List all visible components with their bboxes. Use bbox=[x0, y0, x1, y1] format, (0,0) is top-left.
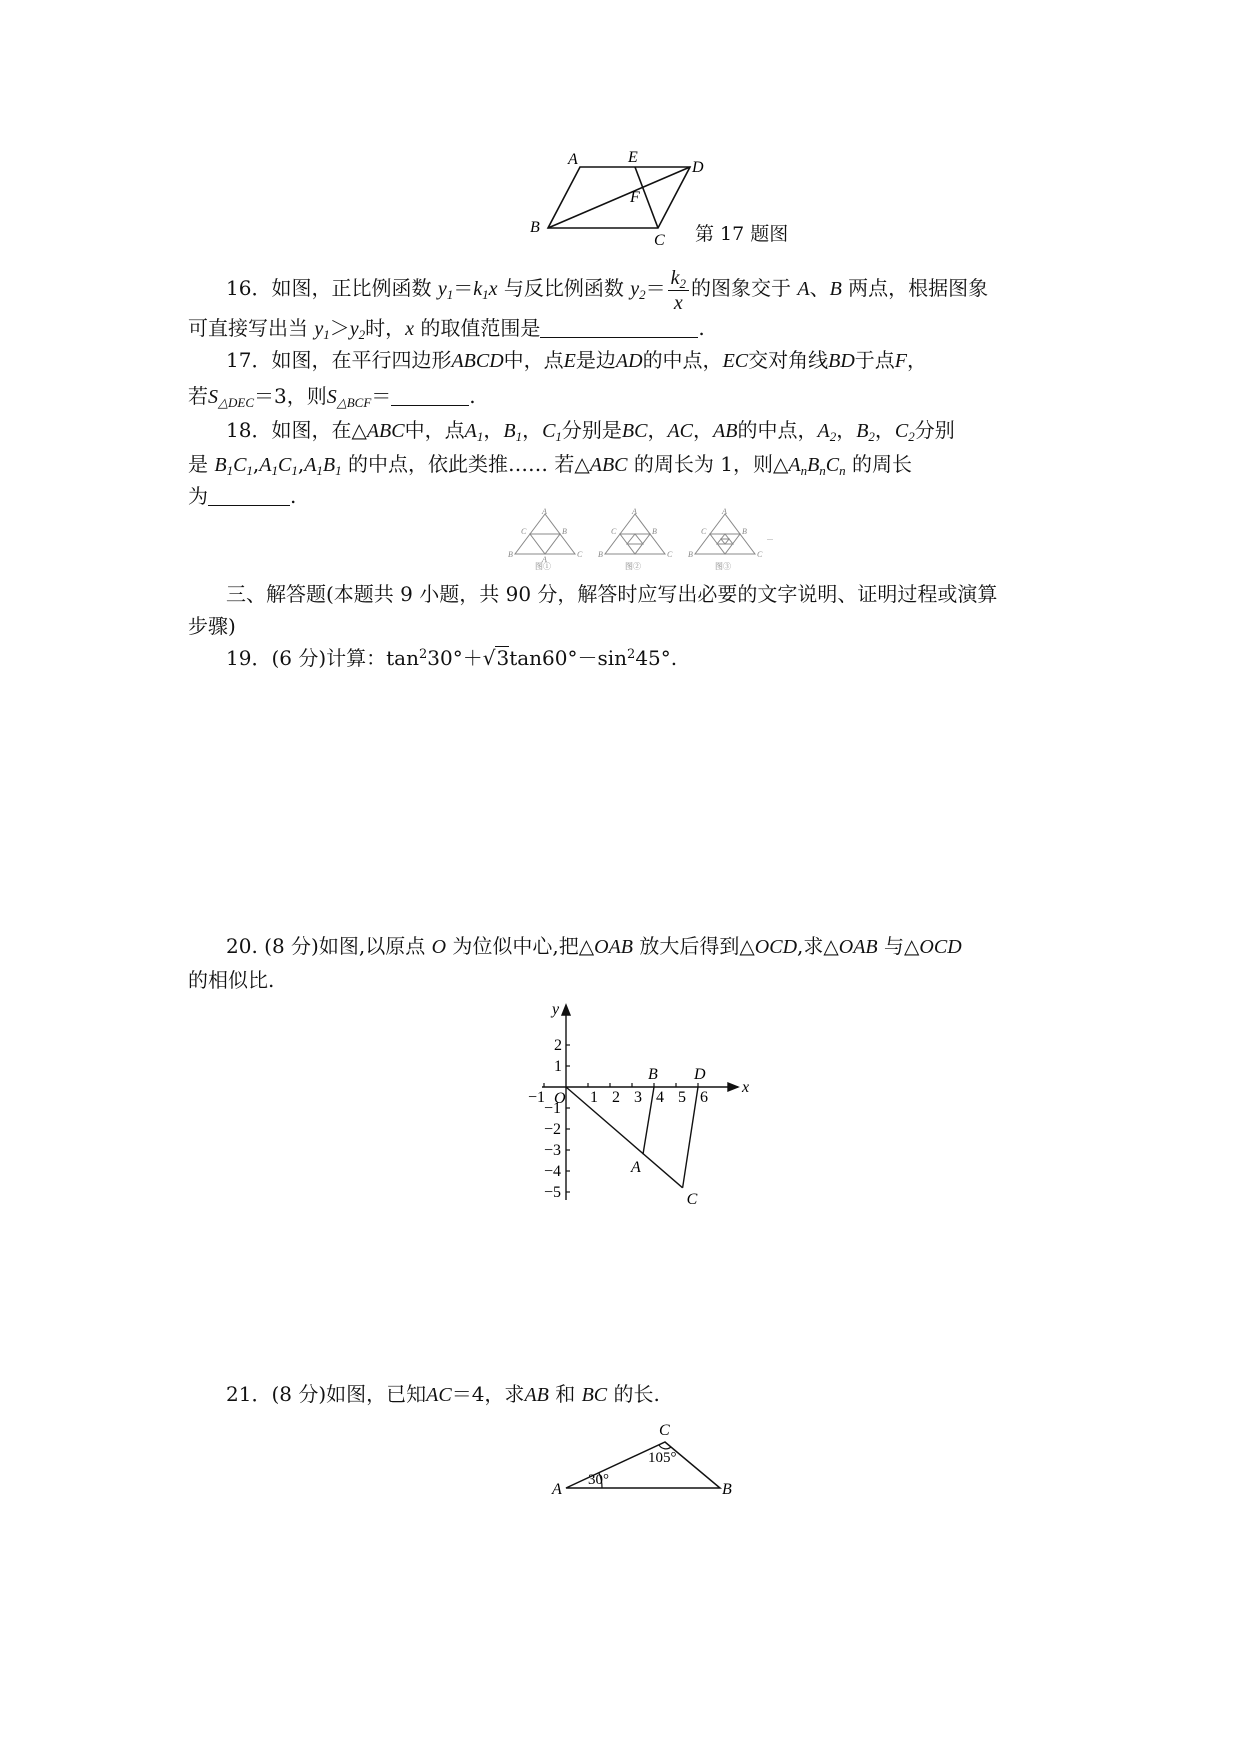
y-tick-label: −4 bbox=[544, 1163, 562, 1180]
question-16-line-2 bbox=[188, 314, 705, 343]
point-label-b: B bbox=[648, 1066, 658, 1083]
q17-period: . bbox=[469, 384, 476, 408]
q18-c2: $C_2$ bbox=[894, 420, 915, 444]
point-label-d: D bbox=[694, 1066, 706, 1083]
svg-text:B: B bbox=[508, 550, 513, 559]
q16-text-3: 的图象交于 bbox=[690, 276, 791, 300]
q16-gt: ＞ bbox=[329, 316, 350, 340]
q18-answer-blank[interactable] bbox=[208, 485, 290, 506]
q18-b1c1: $B_1C_1$ bbox=[214, 454, 253, 478]
q18-abc-2: ABC bbox=[589, 454, 628, 476]
q17-e: E bbox=[563, 350, 576, 372]
q20-text-4: ,求△ bbox=[797, 934, 839, 958]
q20-text-3: 放大后得到△ bbox=[639, 934, 755, 958]
svg-text:B: B bbox=[562, 527, 567, 536]
q18-b2: $B_2$ bbox=[856, 420, 875, 444]
label-b: B bbox=[722, 1481, 732, 1498]
q17-text-7: ， bbox=[907, 348, 928, 372]
svg-text:C: C bbox=[611, 527, 617, 536]
angle-c-label: 105° bbox=[648, 1450, 677, 1466]
label-c: C bbox=[659, 1422, 670, 1439]
q18-c1: $C_1$ bbox=[542, 420, 562, 444]
y-tick-label: −3 bbox=[544, 1142, 562, 1159]
q19-sqrt-3: 3 bbox=[496, 646, 510, 670]
q17-text-5: 交对角线 bbox=[748, 348, 829, 372]
q16-k1x: $k_1x$ bbox=[473, 278, 498, 302]
q19-text-3: tan60°－sin bbox=[509, 646, 628, 670]
q18-a1c1: $A_1C_1$ bbox=[259, 454, 298, 478]
q21-text-3: 和 bbox=[555, 1382, 576, 1406]
q21-bc: BC bbox=[581, 1384, 608, 1406]
q18-line2-a: 是 bbox=[188, 452, 208, 476]
x-axis-label: x bbox=[742, 1079, 750, 1096]
q16-text-4: 、 bbox=[809, 276, 830, 300]
question-18-line-1: 18．如图，在△ABC中，点$A_1$，$B_1$，$C_1$分别是BC，AC，AB的中点，$A_2$，$B_2$，$C_2$分别 bbox=[226, 418, 955, 444]
q18-a2: $A_2$ bbox=[817, 420, 837, 444]
q17-text-2: 中，点 bbox=[503, 348, 564, 372]
q17-text-6: 于点 bbox=[854, 348, 895, 372]
q21-ab: AB bbox=[524, 1384, 549, 1406]
q17-s-bcf: $S_{\triangle BCF}$ bbox=[326, 386, 372, 410]
figure-20-coordinate-plane bbox=[520, 1000, 770, 1215]
q17-number: 17． bbox=[226, 348, 272, 372]
svg-text:A: A bbox=[632, 507, 637, 516]
q18-line3-a: 为 bbox=[188, 484, 208, 508]
diagonal-bd bbox=[548, 167, 690, 228]
q18-ac: AC bbox=[667, 420, 694, 442]
angle-a-label: 30° bbox=[588, 1472, 609, 1488]
label-a: A bbox=[552, 1481, 562, 1498]
q16-line2-c: 的取值范围是 bbox=[420, 316, 541, 340]
q18-line2-d: 的周长 bbox=[852, 452, 912, 476]
y-tick-label: 2 bbox=[554, 1037, 562, 1054]
label-d: D bbox=[692, 159, 704, 176]
q20-ocd-2: OCD bbox=[919, 936, 962, 958]
svg-text:A: A bbox=[542, 507, 547, 516]
q18-text-3: 分别是 bbox=[561, 418, 622, 442]
question-17-line-2 bbox=[188, 382, 476, 411]
q20-o: O bbox=[431, 936, 447, 958]
svg-text:B: B bbox=[688, 550, 693, 559]
y-tick-label: −2 bbox=[544, 1121, 562, 1138]
q17-s-dec: $S_{\triangle DEC}$ bbox=[208, 386, 254, 410]
q17-abcd: ABCD bbox=[451, 350, 504, 372]
origin-label: O bbox=[554, 1090, 566, 1107]
q19-number: 19． bbox=[226, 646, 272, 670]
q20-number: 20. bbox=[226, 934, 258, 958]
label-c: C bbox=[654, 232, 665, 249]
q20-oab-2: OAB bbox=[838, 936, 878, 958]
q17-line2-c: ＝ bbox=[371, 384, 392, 408]
q16-text-1: 如图，正比例函数 bbox=[271, 276, 432, 300]
q21-text-2: ＝4，求 bbox=[451, 1382, 525, 1406]
q17-f: F bbox=[894, 350, 908, 372]
figure-17-caption: 第 17 题图 bbox=[695, 223, 789, 245]
q20-ocd: OCD bbox=[754, 936, 798, 958]
q17-answer-blank[interactable] bbox=[391, 385, 469, 406]
x-tick-label: 2 bbox=[612, 1089, 620, 1106]
segment-oc bbox=[566, 1087, 683, 1188]
q18-b1: $B_1$ bbox=[503, 420, 523, 444]
question-19: 19．(6 分)计算：$\tan^230^\circ+√3\tan 60^\circ-\sin^245^\circ$. bbox=[226, 646, 678, 670]
q20-text-2: 为位似中心,把△ bbox=[452, 934, 595, 958]
q17-text-4: 的中点， bbox=[642, 348, 723, 372]
figure-18 bbox=[505, 507, 785, 571]
q16-point-a: A bbox=[797, 278, 810, 300]
label-e: E bbox=[628, 149, 638, 166]
svg-text:C: C bbox=[521, 527, 527, 536]
q18-ab: AB bbox=[713, 420, 738, 442]
q18-anbncn: $A_nB_nC_n$ bbox=[788, 454, 846, 478]
svg-text:C: C bbox=[577, 550, 583, 559]
q16-ineq-y1: $y_1$ bbox=[314, 318, 330, 342]
question-20-line-1 bbox=[226, 932, 962, 961]
x-tick-label: −1 bbox=[528, 1089, 546, 1106]
q16-x: x bbox=[405, 318, 415, 340]
fig18-3-innermost-triangle bbox=[721, 539, 729, 544]
fig18-caption-1: 图① bbox=[535, 562, 551, 571]
x-tick-label: 6 bbox=[700, 1089, 708, 1106]
point-label-c: C bbox=[686, 1190, 698, 1208]
svg-text:B: B bbox=[652, 527, 657, 536]
section-3-heading-line-1: 三、解答题(本题共 9 小题，共 90 分，解答时应写出必要的文字说明、证明过程或演算 bbox=[226, 582, 998, 606]
q20-oab: OAB bbox=[594, 936, 634, 958]
segment-ab bbox=[643, 1087, 654, 1154]
label-b: B bbox=[530, 219, 540, 236]
svg-text:B: B bbox=[742, 527, 747, 536]
q16-fraction-k2-over-x: $\frac{k_2}{x}$ bbox=[668, 266, 689, 315]
q16-eq-1: ＝ bbox=[453, 276, 474, 300]
label-a: A bbox=[568, 151, 578, 168]
q18-period: . bbox=[290, 484, 297, 508]
q18-number: 18． bbox=[226, 418, 272, 442]
fig18-ellipsis: ... bbox=[767, 533, 773, 542]
x-tick-label: 5 bbox=[678, 1089, 686, 1106]
fig18-2-inner-triangle bbox=[627, 534, 643, 544]
question-18-line-3 bbox=[188, 482, 296, 510]
fig18-1-midpoint-triangle bbox=[530, 534, 560, 554]
q16-answer-blank[interactable] bbox=[540, 317, 698, 338]
label-f: F bbox=[630, 189, 640, 206]
q17-ec: EC bbox=[722, 350, 749, 372]
q21-ac: AC bbox=[426, 1384, 452, 1406]
q16-number: 16． bbox=[226, 276, 272, 300]
q17-text-1: 如图，在平行四边形 bbox=[271, 348, 452, 372]
q21-text-1: (8 分)如图，已知 bbox=[271, 1382, 427, 1406]
y-axis-arrow bbox=[562, 1005, 570, 1015]
svg-text:A: A bbox=[722, 507, 727, 516]
figure-21-triangle bbox=[550, 1420, 740, 1500]
q18-a1b1: $A_1B_1$ bbox=[304, 454, 342, 478]
question-20-line-2: 的相似比. bbox=[188, 968, 275, 992]
q19-text-2: 30°＋ bbox=[427, 646, 483, 670]
q16-y1: $y_1$ bbox=[437, 278, 454, 302]
q17-bd: BD bbox=[828, 350, 855, 372]
section-3-heading-line-2: 步骤) bbox=[188, 614, 236, 638]
x-tick-label: 3 bbox=[634, 1089, 642, 1106]
question-17-line-1 bbox=[226, 346, 927, 375]
svg-text:B: B bbox=[598, 550, 603, 559]
point-label-a: A bbox=[631, 1159, 641, 1177]
q19-text-1: (6 分)计算：tan bbox=[271, 646, 419, 670]
q18-abc: ABC bbox=[366, 420, 405, 442]
x-tick-label: 1 bbox=[590, 1089, 598, 1106]
q17-ad: AD bbox=[615, 350, 643, 372]
q16-text-5: 两点，根据图象 bbox=[848, 276, 989, 300]
q16-point-b: B bbox=[829, 278, 842, 300]
q17-line2-a: 若 bbox=[188, 384, 208, 408]
q16-text-2: 与反比例函数 bbox=[503, 276, 624, 300]
q16-line2-a: 可直接写出当 bbox=[188, 316, 308, 340]
y-tick-label: 1 bbox=[554, 1058, 562, 1075]
q18-a1: $A_1$ bbox=[464, 420, 484, 444]
q18-text-1: 如图，在△ bbox=[271, 418, 367, 442]
figure-18-triangles bbox=[505, 507, 785, 571]
q21-number: 21． bbox=[226, 1382, 272, 1406]
q20-text-5: 与△ bbox=[884, 934, 920, 958]
q18-line2-b: 的中点，依此类推…… 若△ bbox=[348, 452, 590, 476]
x-tick-label: 4 bbox=[656, 1089, 664, 1106]
q18-text-2: 中，点 bbox=[404, 418, 465, 442]
q16-ineq-y2: $y_2$ bbox=[349, 318, 366, 342]
q18-line2-c: 的周长为 1，则△ bbox=[633, 452, 789, 476]
question-16-line-1 bbox=[226, 266, 988, 315]
q20-text-1: (8 分)如图,以原点 bbox=[264, 934, 426, 958]
x-axis-arrow bbox=[728, 1083, 738, 1091]
svg-text:C: C bbox=[667, 550, 673, 559]
q18-bc: BC bbox=[621, 420, 648, 442]
y-tick-label: −1 bbox=[544, 1100, 562, 1117]
question-18-line-2: 是 $B_1C_1,A_1C_1,A_1B_1$ 的中点，依此类推…… 若△ABC 的周长为 1，则$\triangle A_nB_nC_n$ 的周长 bbox=[188, 452, 912, 478]
y-tick-label: −5 bbox=[544, 1184, 562, 1201]
q16-y2: $y_2$ bbox=[630, 278, 646, 302]
q18-text-5: 分别 bbox=[914, 418, 955, 442]
q19-text-4: 45°. bbox=[635, 646, 678, 670]
y-axis-label: y bbox=[552, 1001, 560, 1018]
q17-text-3: 是边 bbox=[575, 348, 616, 372]
q21-text-4: 的长. bbox=[613, 1382, 660, 1406]
q17-line2-b: ＝3，则 bbox=[254, 384, 327, 408]
svg-text:A: A bbox=[542, 555, 547, 564]
q16-line2-b: 时， bbox=[365, 316, 406, 340]
fig18-caption-2: 图② bbox=[625, 562, 641, 571]
figure-21 bbox=[550, 1420, 740, 1500]
q16-eq-2: ＝ bbox=[645, 276, 666, 300]
fig18-caption-3: 图③ bbox=[715, 562, 731, 571]
svg-text:C: C bbox=[701, 527, 707, 536]
figure-20 bbox=[520, 1000, 770, 1215]
q18-text-4: 的中点， bbox=[737, 418, 818, 442]
svg-text:C: C bbox=[757, 550, 763, 559]
question-21 bbox=[226, 1380, 660, 1409]
q16-period: . bbox=[698, 316, 705, 340]
